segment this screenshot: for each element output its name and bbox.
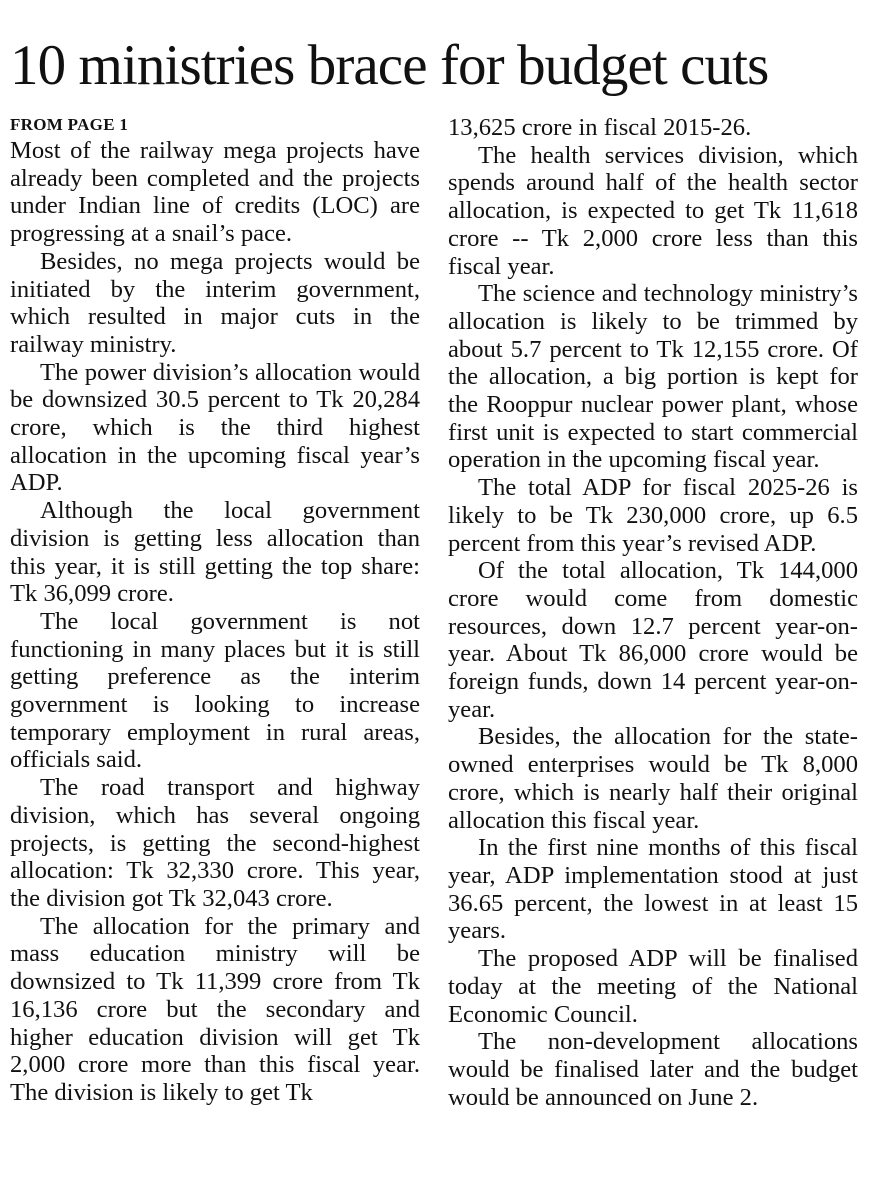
paragraph: The local government is not functioning in many places but it is still getting preference as the interim government is looking to increase temporary employment in rural areas, officials said. — [10, 607, 420, 774]
paragraph: The total ADP for fiscal 2025-26 is likely to be Tk 230,000 crore, up 6.5 percent from this year’s revised ADP. — [448, 474, 858, 557]
paragraph: The science and technology ministry’s allocation is likely to be trimmed by about 5.7 percent to Tk 12,155 crore. Of the allocation, a big portion is kept for the Rooppur nuclear power plant, whose first unit is expected to start commercial operation in the upcoming fiscal year. — [448, 280, 858, 474]
paragraph: The non-development allocations would be finalised later and the budget would be announced on June 2. — [448, 1028, 858, 1111]
paragraph: Most of the railway mega projects have already been completed and the projects under Indian line of credits (LOC) are progressing at a snail’s pace. — [10, 137, 420, 248]
paragraph: The proposed ADP will be finalised today at the meeting of the National Economic Council. — [448, 945, 858, 1028]
paragraph: The allocation for the primary and mass education ministry will be downsized to Tk 11,399 crore from Tk 16,136 crore but the secondary and higher education division will get Tk 2,000 crore more than this fiscal year. The division is likely to get Tk — [10, 912, 420, 1106]
paragraph: The health services division, which spends around half of the health sector allocation, is expected to get Tk 11,618 crore -- Tk 2,000 crore less than this fiscal year. — [448, 141, 858, 280]
headline: 10 ministries brace for budget cuts — [10, 34, 769, 97]
paragraph-continuation: 13,625 crore in fiscal 2015-26. — [448, 114, 752, 141]
paragraph: Besides, the allocation for the state-owned enterprises would be Tk 8,000 crore, which is nearly half their original allocation this fiscal year. — [448, 723, 858, 834]
paragraph: The road transport and highway division, which has several ongoing projects, is getting the second-highest allocation: Tk 32,330 crore. This year, the division got Tk 32,043 crore. — [10, 774, 420, 912]
paragraph: Besides, no mega projects would be initiated by the interim government, which resulted in major cuts in the railway ministry. — [10, 247, 420, 358]
kicker-from-page-1: FROM PAGE 1 — [10, 115, 129, 134]
paragraph: The power division’s allocation would be downsized 30.5 percent to Tk 20,284 crore, which is the third highest allocation in the upcoming fiscal year’s ADP. — [10, 358, 420, 497]
paragraph: In the first nine months of this fiscal year, ADP implementation stood at just 36.65 percent, the lowest in at least 15 years. — [448, 834, 858, 945]
article-column-right — [448, 114, 858, 1111]
paragraph: Although the local government division is getting less allocation than this year, it is still getting the top share: Tk 36,099 crore. — [10, 497, 420, 608]
article-column-left — [10, 114, 420, 1107]
paragraph: Of the total allocation, Tk 144,000 crore would come from domestic resources, down 12.7 percent year-on-year. About Tk 86,000 crore would be foreign funds, down 14 percent year-on-year. — [448, 557, 858, 723]
